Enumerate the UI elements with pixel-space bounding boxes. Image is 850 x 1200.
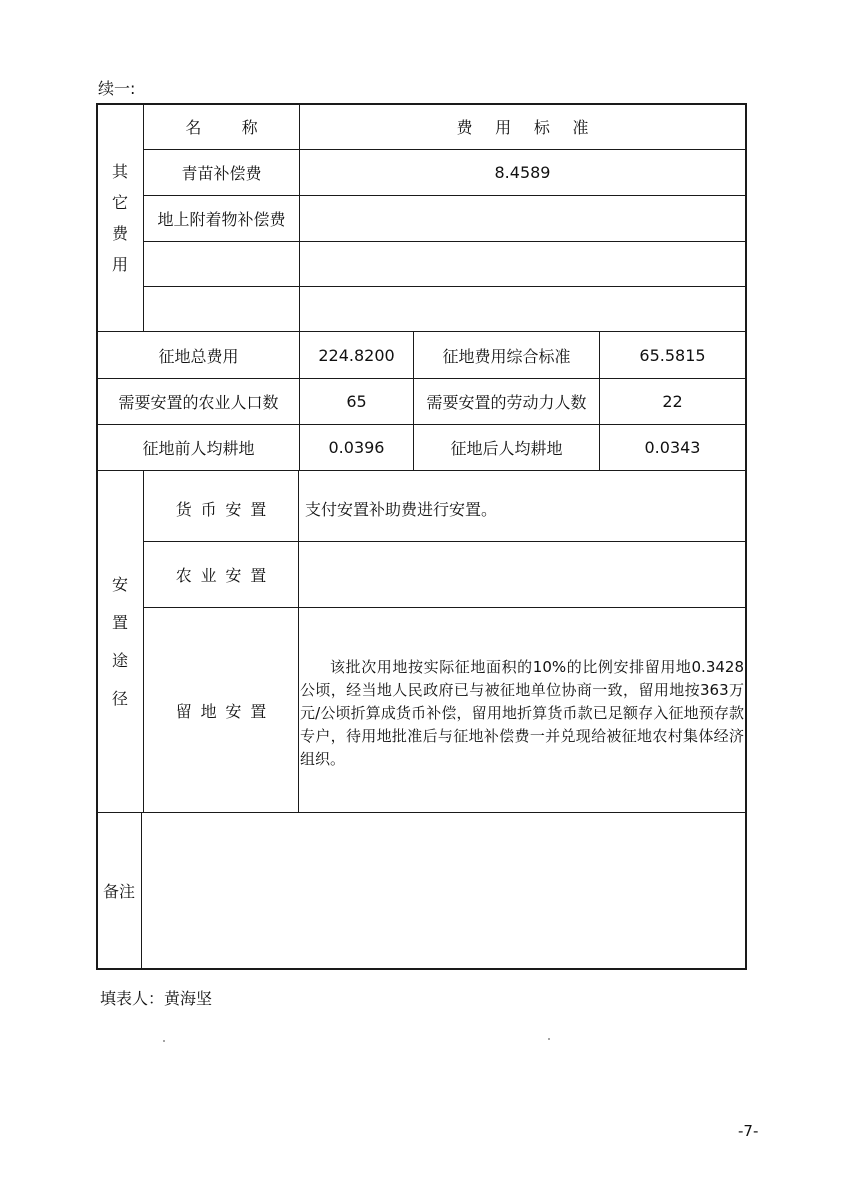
labor-count-label: 需要安置的劳动力人数 xyxy=(426,393,587,412)
fee-value-cell xyxy=(300,196,745,241)
fee-value-cell xyxy=(300,287,745,331)
land-before-label: 征地前人均耕地 xyxy=(142,439,255,458)
scan-speck xyxy=(548,1038,550,1040)
section-char: 径 xyxy=(111,688,128,708)
comprehensive-standard-value: 65.5815 xyxy=(639,345,706,365)
column-header-standard: 费 用 标 准 xyxy=(456,118,598,137)
monetary-resettlement-label: 货币安置 xyxy=(175,500,275,519)
page-number: -7- xyxy=(738,1122,759,1140)
section-char: 其 xyxy=(111,161,128,181)
form-filler: 填表人：黄海坚 xyxy=(100,989,213,1008)
continued-label: 续一: xyxy=(98,79,136,98)
fee-value-cell: 8.4589 xyxy=(494,163,551,182)
fee-name-cell: 地上附着物补偿费 xyxy=(157,210,286,229)
section-char: 安 xyxy=(111,574,128,594)
fee-name-cell xyxy=(144,287,299,331)
agri-population-value: 65 xyxy=(346,392,367,411)
section-char: 途 xyxy=(111,650,128,670)
agri-resettlement-text xyxy=(299,542,745,607)
section-char: 它 xyxy=(111,192,128,212)
land-after-value: 0.0343 xyxy=(644,438,701,457)
comprehensive-standard-label: 征地费用综合标准 xyxy=(442,346,571,366)
agri-resettlement-label: 农业安置 xyxy=(175,566,275,585)
other-fees-section-title xyxy=(97,104,143,332)
total-cost-label: 征地总费用 xyxy=(158,346,239,366)
section-char: 用 xyxy=(111,254,128,274)
resettlement-section-title xyxy=(97,471,143,812)
fee-name-cell: 青苗补偿费 xyxy=(181,164,262,183)
agri-population-label: 需要安置的农业人口数 xyxy=(118,393,279,412)
section-char: 置 xyxy=(111,612,128,632)
remarks-content xyxy=(142,813,745,968)
labor-count-value: 22 xyxy=(662,392,683,411)
land-before-value: 0.0396 xyxy=(328,438,385,457)
remarks-label: 备注 xyxy=(102,882,135,901)
fee-value-cell xyxy=(300,242,745,286)
scan-speck xyxy=(163,1040,165,1042)
monetary-resettlement-text: 支付安置补助费进行安置。 xyxy=(305,500,498,519)
land-after-label: 征地后人均耕地 xyxy=(450,439,563,458)
reserved-land-text: 该批次用地按实际征地面积的10%的比例安排留用地0.3428公顷，经当地人民政府已与被征地单位协商一致，留用地按363万元/公顷折算成货币补偿，留用地折算货币款已足额存入征地预存款专户，待用地批准后与征地补偿费一并兑现给被征地农村集体经济组织。 xyxy=(300,658,744,768)
section-char: 费 xyxy=(111,223,128,243)
fee-name-cell xyxy=(144,242,299,286)
reserved-land-label: 留地安置 xyxy=(175,701,275,721)
total-cost-value: 224.8200 xyxy=(318,345,395,365)
column-header-name: 名 称 xyxy=(185,118,276,137)
